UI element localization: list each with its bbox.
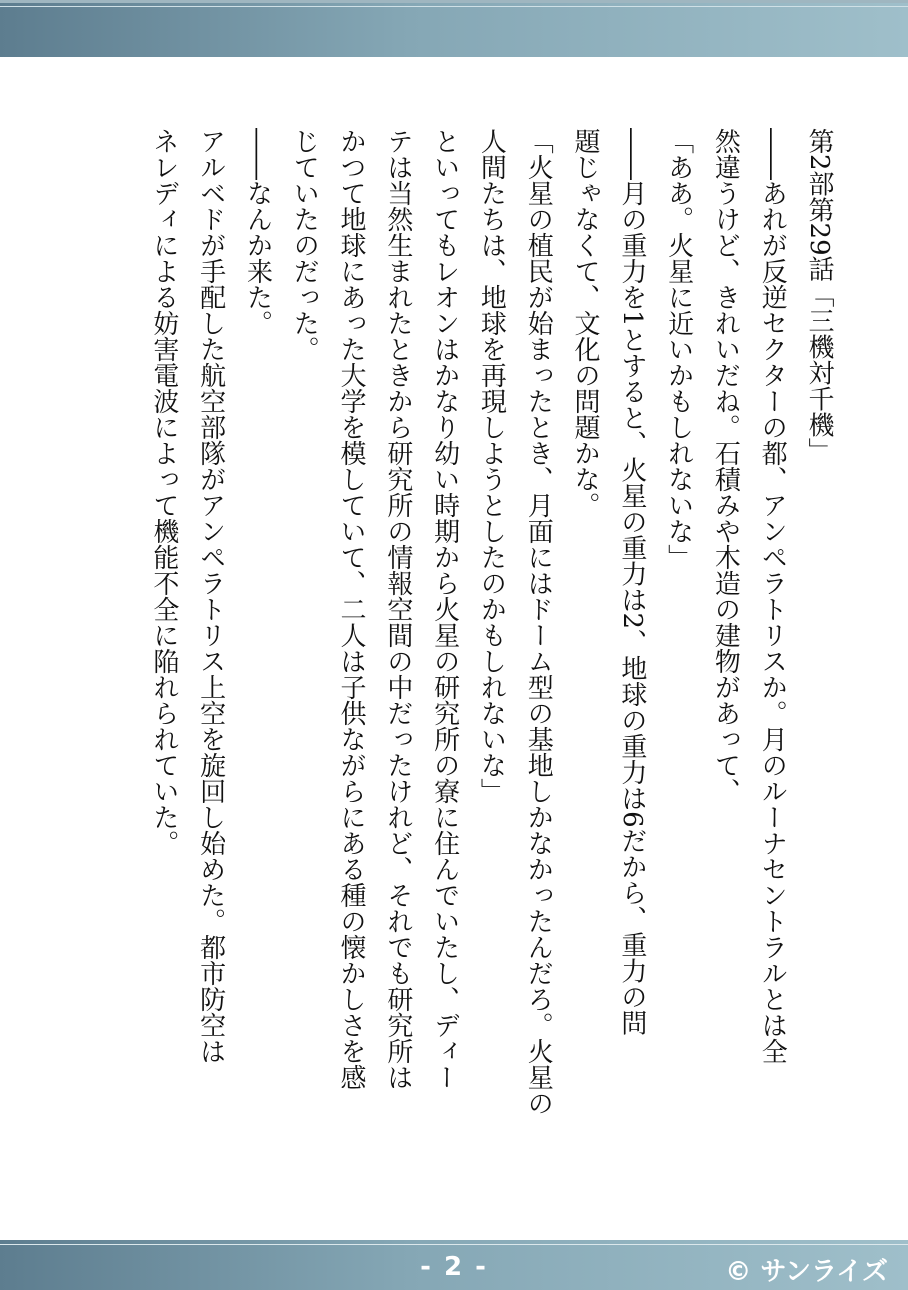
text-line: ――なんか来た。 [242,128,273,336]
text-line: といってもレオンはかなり幼い時期から火星の研究所の寮に住んでいたし、ディー [429,128,460,1090]
text-line: 「火星の植民が始まったとき、月面にはドーム型の基地しかなかったんだろ。火星の [523,128,554,1116]
text-line: ――月の重力を1とすると、火星の重力は2、地球の重力は6だから、重力の問 [616,128,647,1036]
text-line: 然違うけど、きれいだね。石積みや木造の建物があって、 [710,128,741,804]
chapter-title: 第2部第29話「三機対千機」 [804,128,834,464]
text-line: テは当然生まれたときから研究所の情報空間の中だったけれど、それでも研究所は [382,128,413,1090]
vertical-text-body [82,128,842,1208]
text-line: アルベドが手配した航空部隊がアンペラトリス上空を旋回し始めた。都市防空は [195,128,226,1064]
text-line: かつて地球にあった大学を模していて、二人は子供ながらにある種の懐かしさを感 [336,128,367,1090]
copyright-notice: © サンライズ [725,1257,888,1287]
text-line: 「ああ。火星に近いかもしれないな」 [663,128,694,570]
header-band [0,0,908,57]
text-line: ――あれが反逆セクターの都、アンペラトリスか。月のルーナセントラルとは全 [757,128,788,1064]
text-line: 人間たちは、地球を再現しようとしたのかもしれないな」 [476,128,507,804]
text-line: ネレディによる妨害電波によって機能不全に陥れられていた。 [148,128,179,856]
text-line: 題じゃなくて、文化の問題かな。 [570,128,601,518]
page-number: - 2 - [420,1252,488,1282]
text-line: じていたのだった。 [289,128,320,362]
